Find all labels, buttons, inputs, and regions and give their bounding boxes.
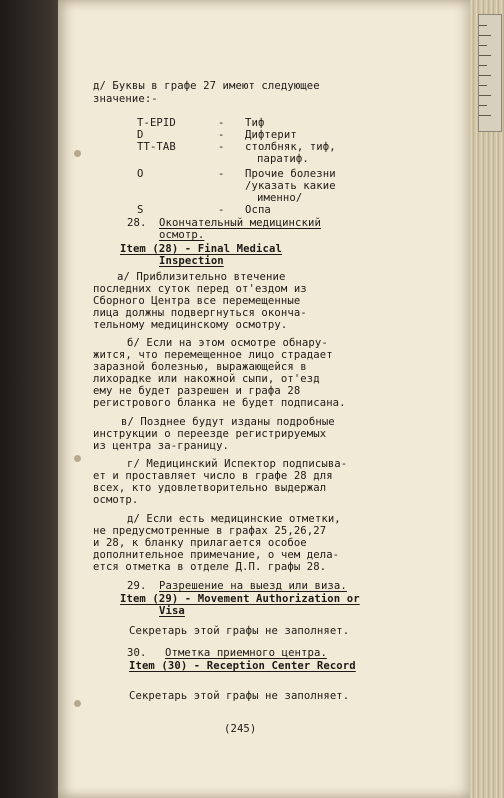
- paragraph-a: лица должны подвергнуться оконча-: [93, 307, 307, 319]
- intro-line-1: д/ Буквы в графе 27 имеют следующее: [93, 80, 320, 92]
- paragraph-b: регистрового бланка не будет подписана.: [93, 397, 346, 409]
- paragraph-a: последних суток перед от'ездом из: [93, 283, 307, 295]
- paragraph-a: а/ Приблизительно втечение: [117, 271, 286, 283]
- code-meaning: Тиф: [245, 117, 265, 129]
- dash-separator: -: [218, 141, 225, 153]
- code-label: TT-TAB: [137, 141, 176, 153]
- paragraph-a: Сборного Центра все перемещенные: [93, 295, 301, 307]
- paragraph-v: из центра за-границу.: [93, 440, 230, 452]
- paragraph-g: всех, кто удовлетворительно выдержал: [93, 482, 327, 494]
- code-meaning: паратиф.: [257, 153, 309, 165]
- dash-separator: -: [218, 168, 225, 180]
- paragraph-d: дополнительное примечание, о чем дела-: [93, 549, 340, 561]
- page-number: (245): [224, 723, 257, 735]
- code-meaning: /указать какие: [245, 180, 336, 192]
- paragraph-b: лихорадке или накожной сыпи, от'езд: [93, 373, 320, 385]
- code-meaning: столбняк, тиф,: [245, 141, 336, 153]
- paragraph-d: д/ Если есть медицинские отметки,: [127, 513, 341, 525]
- paragraph-b: б/ Если на этом осмотре обнару-: [127, 337, 328, 349]
- section-28-title-en: Item (28) - Final Medical: [120, 243, 282, 255]
- paragraph-g: осмотр.: [93, 494, 139, 506]
- paragraph-d: не предусмотренные в графах 25,26,27: [93, 525, 327, 537]
- code-label: T-EPID: [137, 117, 176, 129]
- code-label: S: [137, 204, 144, 216]
- paragraph-g: г/ Медицинский Испектор подписыва-: [127, 458, 348, 470]
- code-label: O: [137, 168, 144, 180]
- intro-line-2: значение:-: [93, 93, 158, 105]
- section-29-note: Секретарь этой графы не заполняет.: [129, 625, 350, 637]
- paragraph-b: ему не будет разрешен и графа 28: [93, 385, 301, 397]
- section-30-number: 30.: [127, 647, 147, 659]
- paragraph-b: жится, что перемещенное лицо страдает: [93, 349, 333, 361]
- section-28-title-en: Inspection: [159, 255, 224, 267]
- paragraph-a: тельному медицинскому осмотру.: [93, 319, 288, 331]
- section-29-title-en: Item (29) - Movement Authorization or: [120, 593, 360, 605]
- section-30-note: Секретарь этой графы не заполняет.: [129, 690, 350, 702]
- section-29-number: 29.: [127, 580, 147, 592]
- code-meaning: именно/: [257, 192, 303, 204]
- section-28-number: 28.: [127, 217, 147, 229]
- section-29-title-ru: Разрешение на выезд или виза.: [159, 580, 347, 592]
- paragraph-d: ется отметка в отделе Д.П. графы 28.: [93, 561, 327, 573]
- dash-separator: -: [218, 129, 225, 141]
- dash-separator: -: [218, 117, 225, 129]
- paragraph-g: ет и проставляет число в графе 28 для: [93, 470, 333, 482]
- paragraph-v: инструкции о переезде регистрируемых: [93, 428, 327, 440]
- paragraph-b: заразной болезнью, выражающейся в: [93, 361, 307, 373]
- code-meaning: Оспа: [245, 204, 271, 216]
- code-meaning: Дифтерит: [245, 129, 297, 141]
- dash-separator: -: [218, 204, 225, 216]
- section-30-title-ru: Отметка приемного центра.: [165, 647, 327, 659]
- paragraph-d: и 28, к бланку прилагается особое: [93, 537, 307, 549]
- section-29-title-en: Visa: [159, 605, 185, 617]
- section-28-title-ru: осмотр.: [159, 229, 205, 241]
- section-30-title-en: Item (30) - Reception Center Record: [129, 660, 356, 672]
- section-28-title-ru: Окончательный медицинский: [159, 217, 321, 229]
- code-label: D: [137, 129, 144, 141]
- color-calibration-ruler: [478, 14, 502, 132]
- code-meaning: Прочие болезни: [245, 168, 336, 180]
- paragraph-v: в/ Позднее будут изданы подробные: [121, 416, 335, 428]
